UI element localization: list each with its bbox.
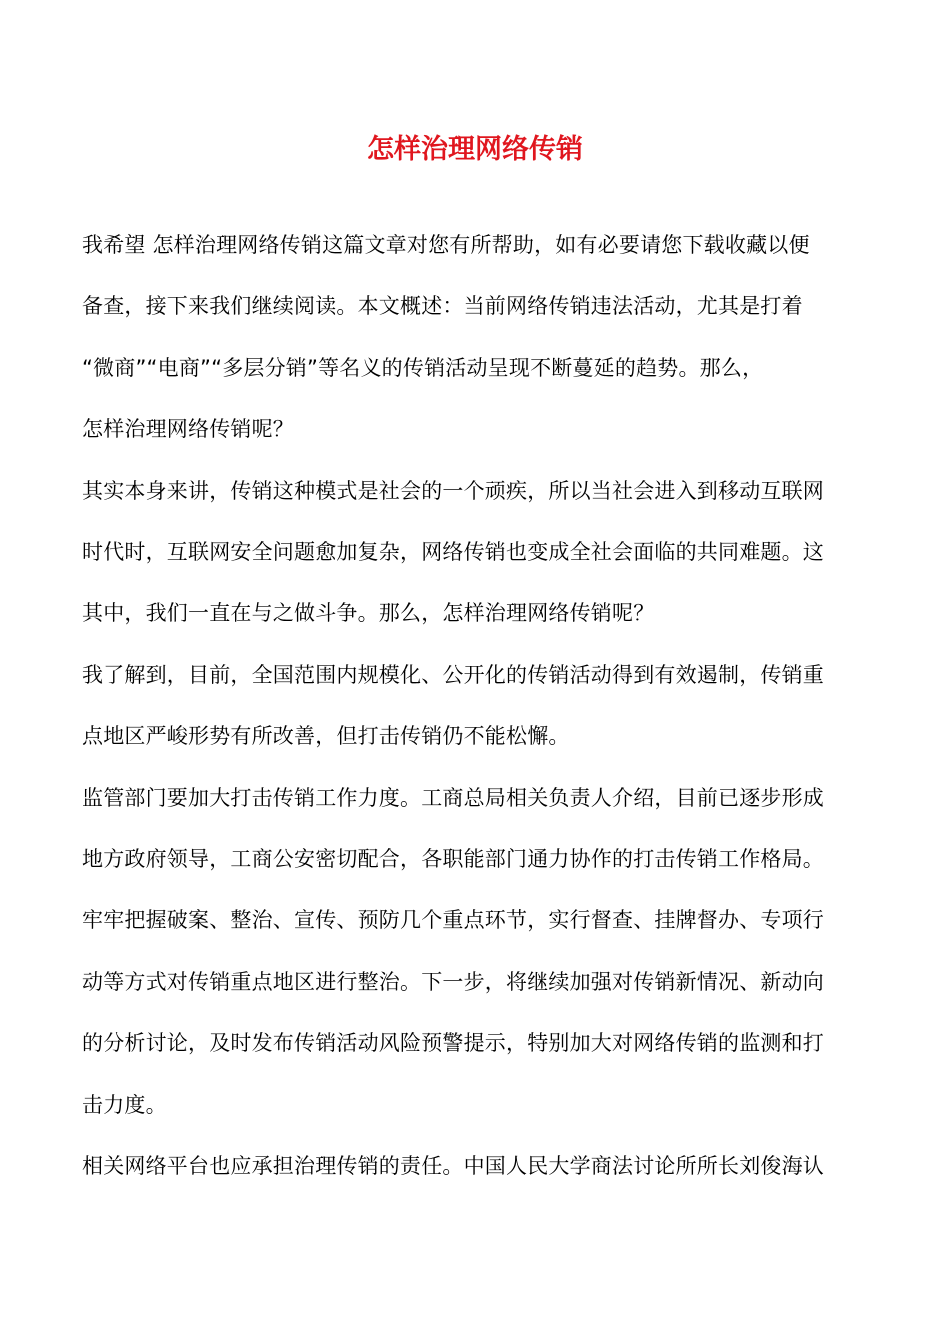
text-line: 备查，接下来我们继续阅读。本文概述：当前网络传销违法活动，尤其是打着 xyxy=(82,294,803,319)
text-line: 击力度。 xyxy=(82,1092,167,1117)
paragraph-background xyxy=(82,461,872,645)
document-title: 怎样治理网络传销 xyxy=(367,134,583,165)
text-line: 怎样治理网络传销呢？ xyxy=(82,417,294,442)
text-line: 牢牢把握破案、整治、宣传、预防几个重点环节，实行督查、挂牌督办、专项行 xyxy=(82,908,824,933)
text-line: 我了解到，目前，全国范围内规模化、公开化的传销活动得到有效遏制，传销重 xyxy=(82,662,824,687)
text-line: 时代时，互联网安全问题愈加复杂，网络传销也变成全社会面临的共同难题。这 xyxy=(82,540,824,565)
text-line: 我希望 怎样治理网络传销这篇文章对您有所帮助，如有必要请您下载收藏以便 xyxy=(82,233,810,257)
text-line: 地方政府领导，工商公安密切配合，各职能部门通力协作的打击传销工作格局。 xyxy=(82,847,824,872)
text-line: “微商”“电商”“多层分销”等名义的传销活动呈现不断蔓延的趋势。那么， xyxy=(82,355,764,380)
document-body xyxy=(82,215,872,1198)
text-line: 监管部门要加大打击传销工作力度。工商总局相关负责人介绍，目前已逐步形成 xyxy=(82,785,824,810)
paragraph-regulators xyxy=(82,768,872,1136)
text-line: 动等方式对传销重点地区进行整治。下一步，将继续加强对传销新情况、新动向 xyxy=(82,969,824,994)
text-line: 点地区严峻形势有所改善，但打击传销仍不能松懈。 xyxy=(82,724,570,749)
paragraph-platforms xyxy=(82,1136,872,1197)
text-line: 其中，我们一直在与之做斗争。那么，怎样治理网络传销呢？ xyxy=(82,601,655,626)
paragraph-intro xyxy=(82,215,872,461)
text-line: 的分析讨论，及时发布传销活动风险预警提示，特别加大对网络传销的监测和打 xyxy=(82,1031,824,1056)
paragraph-status xyxy=(82,645,872,768)
text-line: 其实本身来讲，传销这种模式是社会的一个顽疾，所以当社会进入到移动互联网 xyxy=(82,478,824,503)
text-line: 相关网络平台也应承担治理传销的责任。中国人民大学商法讨论所所长刘俊海认 xyxy=(82,1154,824,1179)
